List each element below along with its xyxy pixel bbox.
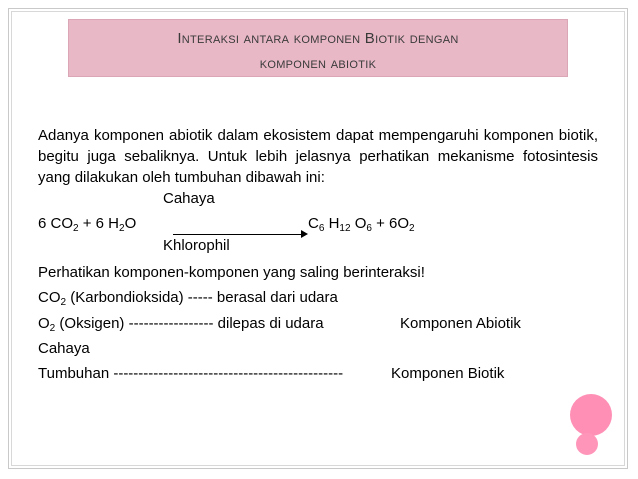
cahaya-line: Cahaya (38, 340, 90, 357)
co2-sub: 2 (60, 297, 67, 308)
reactant-h2o: + 6 H (78, 215, 120, 232)
biotic-label: Komponen Biotik (391, 365, 505, 382)
tumbuhan-line: Tumbuhan ---------------------------------------------- (38, 365, 344, 382)
title-box (68, 19, 568, 77)
o2-text: (Oksigen) ----------------- dilepas di udara (55, 315, 324, 332)
reactants (38, 215, 136, 232)
catalyst-chlorophyll: Khlorophil (163, 237, 230, 254)
reactant-co2-sub: 2 (73, 223, 79, 234)
content (38, 125, 598, 382)
product-c-sub: 6 (318, 223, 325, 234)
title-line-2: komponen abiotik (259, 55, 377, 72)
intro-paragraph: Adanya komponen abiotik dalam ekosistem dapat mempengaruhi komponen biotik, begitu juga sebaliknya. Untuk lebih jelasnya perhatikan mekanisme fotosintesis yang dilakukan oleh tumbuhan dibawah ini: (38, 127, 598, 186)
co2-label: CO (38, 289, 61, 306)
reactant-h2o-sub: 2 (119, 223, 125, 234)
product-o2-sub: 2 (409, 223, 415, 234)
product-o: O (350, 215, 367, 232)
o2-line (38, 315, 324, 332)
reaction-arrow-line (173, 234, 305, 235)
decorative-dot-small (576, 433, 598, 455)
co2-line (38, 289, 338, 306)
abiotic-label: Komponen Abiotik (400, 315, 521, 332)
slide-border-inner (11, 11, 625, 466)
co2-text: (Karbondioksida) ----- berasal dari udara (66, 289, 338, 306)
title-line-1: Interaksi antara komponen Biotik dengan (177, 30, 459, 47)
reaction-arrow-icon (301, 230, 308, 238)
product-c: C (308, 215, 319, 232)
catalyst-light: Cahaya (163, 190, 215, 207)
product-o2: + 6O (371, 215, 410, 232)
product-h-sub: 12 (339, 223, 351, 234)
reactant-h2o-tail: O (124, 215, 137, 232)
observe-line: Perhatikan komponen-komponen yang saling berinteraksi! (38, 264, 425, 281)
o2-label: O (38, 315, 50, 332)
products (308, 215, 415, 232)
product-h: H (324, 215, 340, 232)
reactant-co2: 6 CO (38, 215, 74, 232)
decorative-dot-large (570, 394, 612, 436)
product-o-sub: 6 (366, 223, 372, 234)
o2-sub: 2 (49, 323, 56, 334)
